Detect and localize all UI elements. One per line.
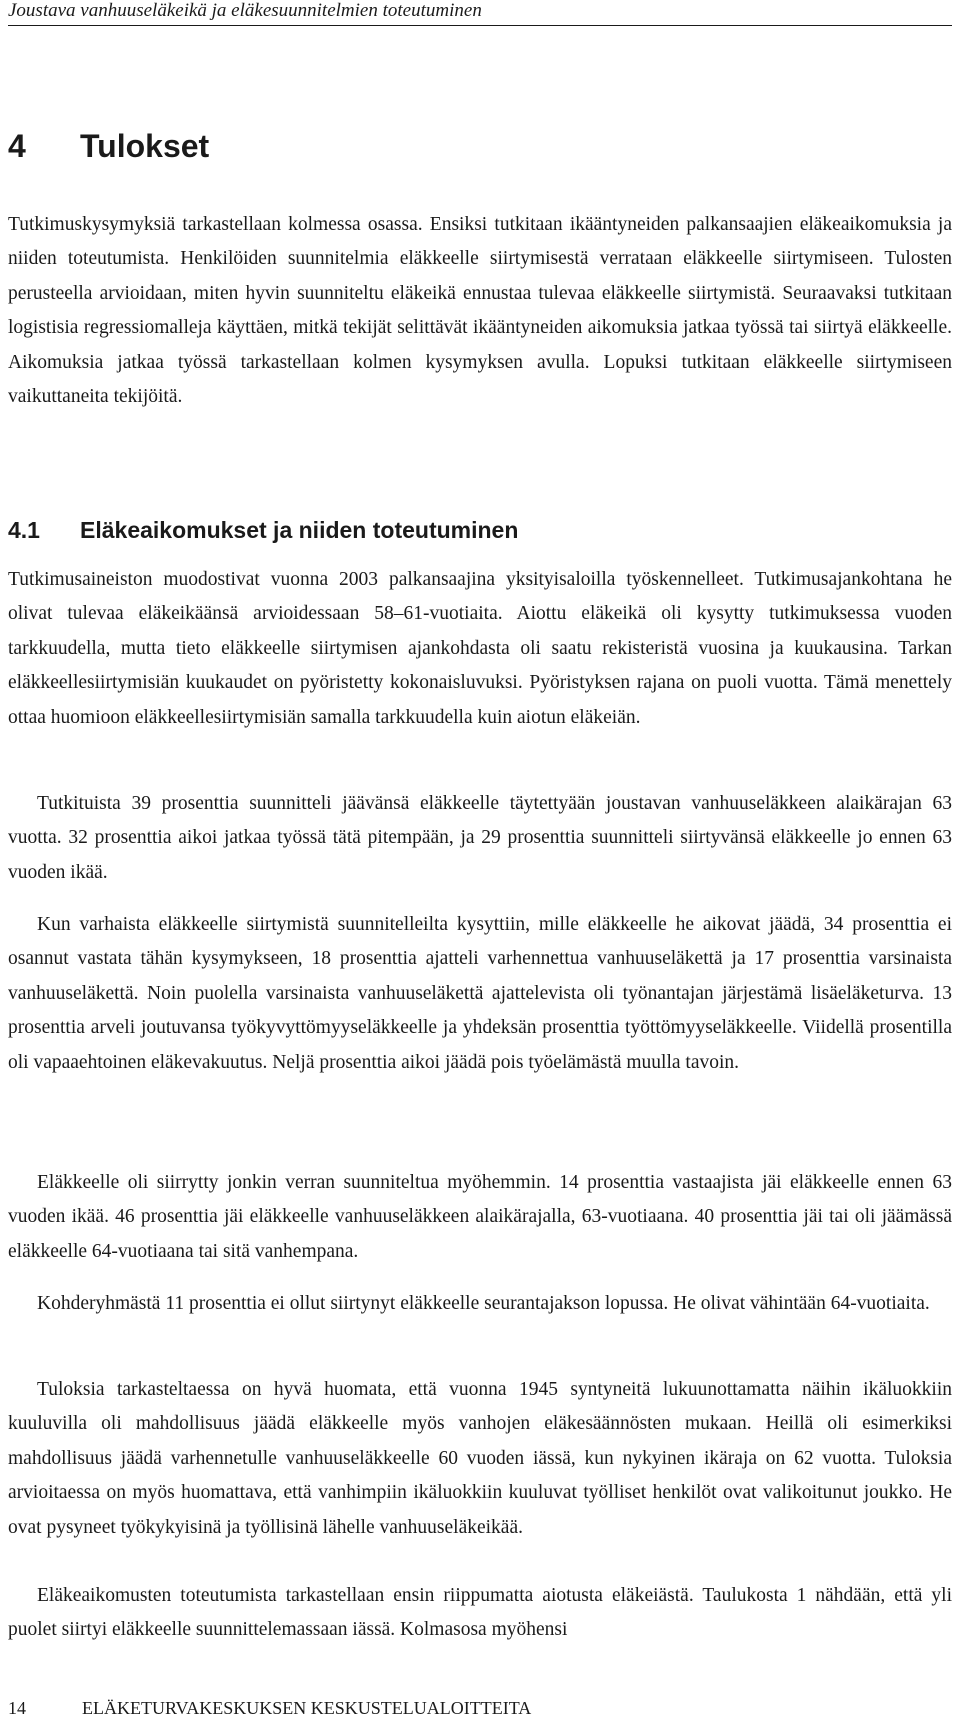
header-divider (8, 25, 952, 26)
body-paragraph: Tutkituista 39 prosenttia suunnitteli jäävänsä eläkkeelle täytettyään joustavan vanhuuseläkkeen alaikärajan 63 vuotta. 32 prosenttia aikoi jatkaa työssä tätä pitempään, ja 29 prosenttia suunnitteli siirtyvänsä eläkkeelle jo ennen 63 vuoden ikää. (8, 793, 952, 883)
running-header: Joustava vanhuuseläkeikä ja eläkesuunnitelmien toteutuminen (8, 0, 482, 21)
chapter-title: Tulokset (80, 128, 210, 164)
body-paragraph: Tuloksia tarkasteltaessa on hyvä huomata, että vuonna 1945 syntyneitä lukuunottamatta näihin ikäluokkiin kuuluvilla oli mahdollisuus jäädä eläkkeelle myös vanhojen eläkesäännösten mukaan. Heillä oli esimerkiksi mahdollisuus jäädä varhennetulle vanhuuseläkkeelle 60 vuoden iässä, kun nykyinen ikäraja on 62 vuotta. Tuloksia arvioitaessa on myös huomattava, että vanhimpiin ikäluokkiin kuuluvat työlliset henkilöt ovat valikoitunut joukko. He ovat pysyneet työkykyisinä ja työllisinä lähelle vanhuuseläkeikää. (8, 1379, 952, 1538)
intro-paragraph: Tutkimuskysymyksiä tarkastellaan kolmessa osassa. Ensiksi tutkitaan ikääntyneiden palkansaajien eläkeaikomuksia ja niiden toteutumista. Henkilöiden suunnitelmia eläkkeelle siirtymisestä verrataan eläkkeelle siirtymiseen. Tulosten perusteella arvioidaan, miten hyvin suunniteltu eläkeikä ennustaa tulevaa eläkkeelle siirtymistä. Seuraavaksi tutkitaan logistisia regressiomalleja käyttäen, mitkä tekijät selittävät ikääntyneiden aikomuksia jatkaa työssä tai siirtyä eläkkeelle. Aikomuksia jatkaa työssä tarkastellaan kolmen kysymyksen avulla. Lopuksi tutkitaan eläkkeelle siirtymiseen vaikuttaneita tekijöitä. (8, 214, 952, 408)
page-footer (8, 1697, 531, 1719)
section-title: Eläkeaikomukset ja niiden toteutuminen (80, 517, 519, 543)
body-paragraph: Kun varhaista eläkkeelle siirtymistä suunnitelleilta kysyttiin, mille eläkkeelle he aikovat jäädä, 34 prosenttia ei osannut vastata tähän kysymykseen, 18 prosenttia ajatteli varhennettua vanhuuseläkettä ja 17 prosenttia varsinaista vanhuuseläkettä. Noin puolella varsinaista vanhuuseläkettä ajattelevista oli työnantajan järjestämä lisäeläketurva. 13 prosenttia arveli joutuvansa työkyvyttömyyseläkkeelle ja yhdeksän prosenttia työttömyyseläkkeelle. Viidellä prosentilla oli vapaaehtoinen eläkevakuutus. Neljä prosenttia aikoi jäädä pois työelämästä muulla tavoin. (8, 914, 952, 1073)
body-paragraph: Kohderyhmästä 11 prosenttia ei ollut siirtynyt eläkkeelle seurantajakson lopussa. He olivat vähintään 64-vuotiaita. (37, 1293, 930, 1314)
chapter-number: 4 (8, 128, 26, 164)
body-paragraph: Eläkeaikomusten toteutumista tarkastellaan ensin riippumatta aiotusta eläkeiästä. Taulukosta 1 nähdään, että yli puolet siirtyi eläkkeelle suunnittelemassaan iässä. Kolmasosa myöhensi (8, 1585, 952, 1641)
chapter-heading (8, 126, 209, 166)
body-paragraph: Tutkimusaineiston muodostivat vuonna 2003 palkansaajina yksityisaloilla työskennelleet. Tutkimusajankohtana he olivat tulevaa eläkeikäänsä arvioidessaan 58–61-vuotiaita. Aiottu eläkeikä oli kysytty tutkimuksessa vuoden tarkkuudella, mutta tieto eläkkeelle siirtymisen ajankohdasta oli saatu rekisteristä vuosina ja kuukausina. Tarkan eläkkeellesiirtymisiän kuukaudet on pyöristetty kokonaisluvuksi. Pyöristyksen rajana on puoli vuotta. Tämä menettely ottaa huomioon eläkkeellesiirtymisiän samalla tarkkuudella kuin aiotun eläkeiän. (8, 569, 952, 728)
publication-name: ELÄKETURVAKESKUKSEN KESKUSTELUALOITTEITA (82, 1698, 532, 1718)
section-number: 4.1 (8, 517, 40, 543)
section-heading (8, 515, 518, 545)
page-number: 14 (8, 1698, 26, 1718)
body-paragraph: Eläkkeelle oli siirrytty jonkin verran suunniteltua myöhemmin. 14 prosenttia vastaajista jäi eläkkeelle ennen 63 vuoden ikää. 46 prosenttia jäi eläkkeelle vanhuuseläkkeen alaikärajalla, 63-vuotiaana. 40 prosenttia jäi tai oli jäämässä eläkkeelle 64-vuotiaana tai sitä vanhempana. (8, 1172, 952, 1262)
